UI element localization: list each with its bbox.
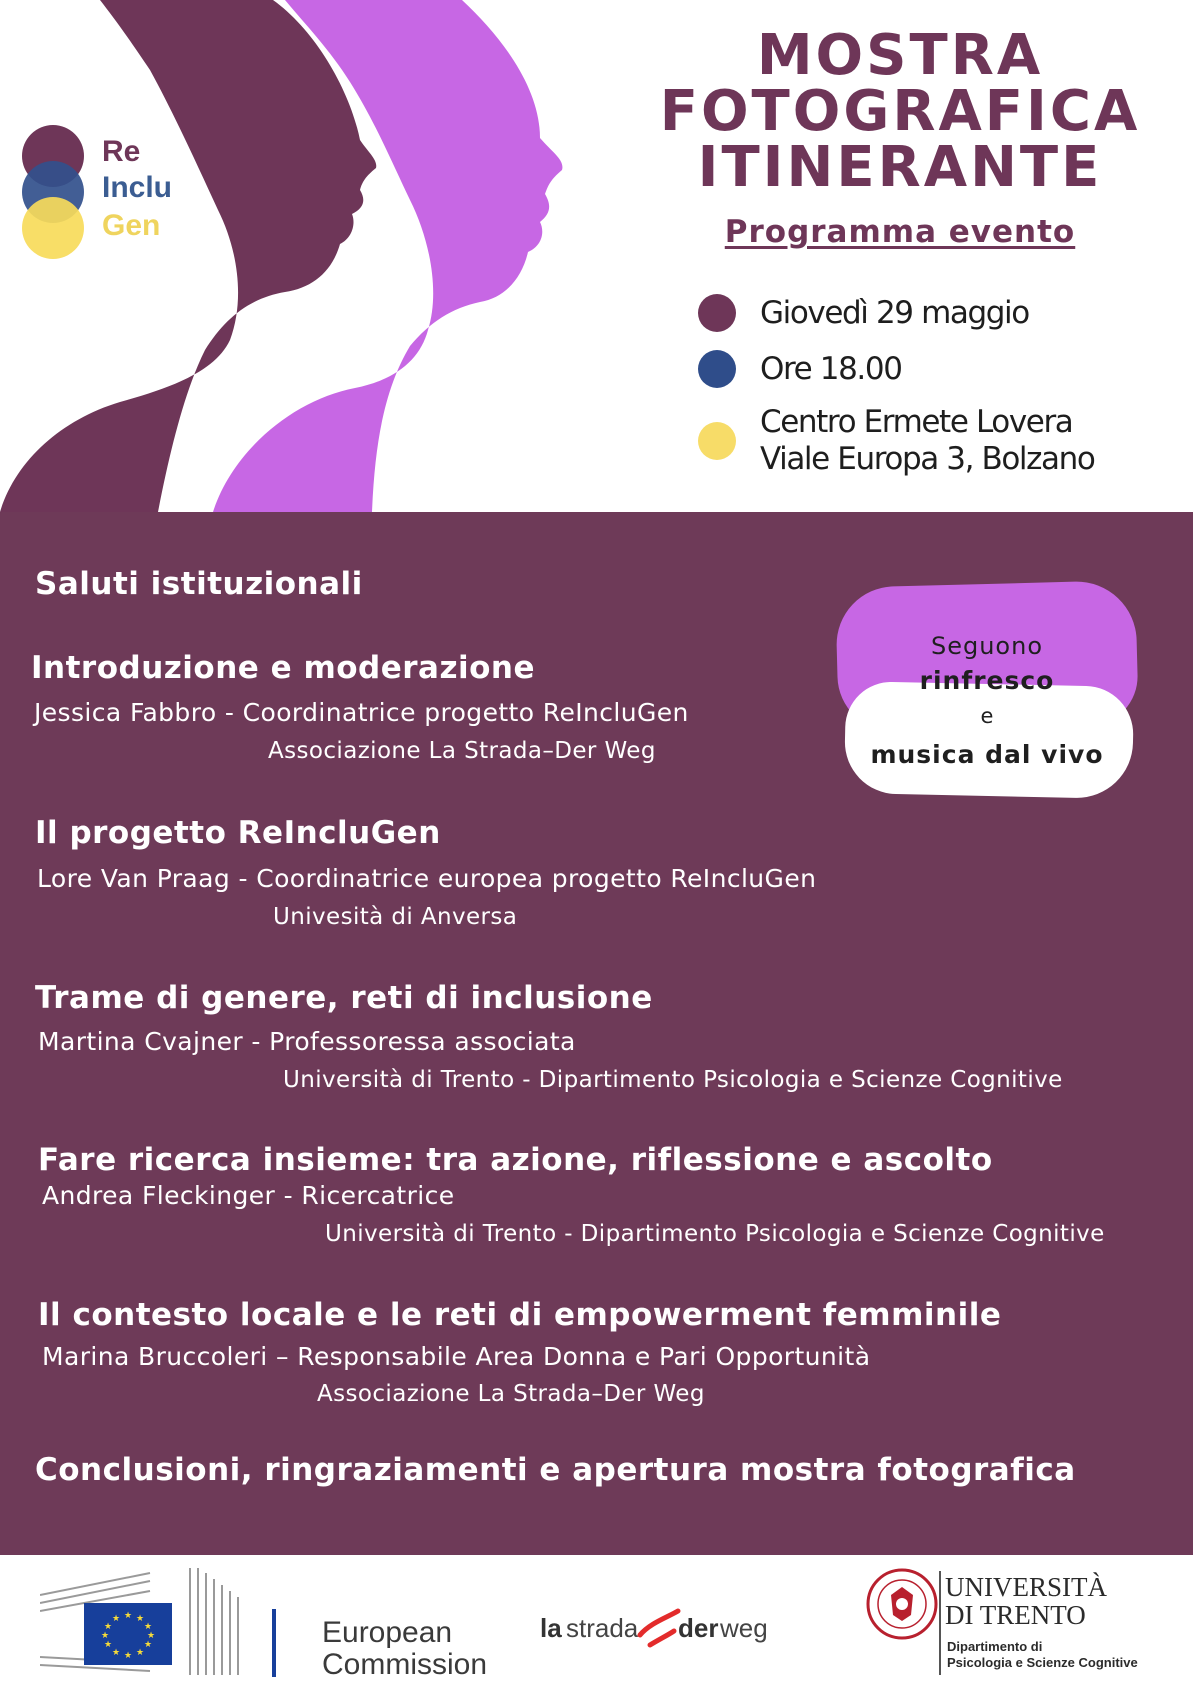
svg-text:★: ★ bbox=[135, 1648, 145, 1658]
lastrada-part-la: la bbox=[540, 1613, 562, 1643]
svg-text:★: ★ bbox=[143, 1640, 153, 1650]
note-line-e: e bbox=[980, 704, 994, 728]
title-line-3: ITINERANTE bbox=[697, 135, 1103, 200]
ec-wordmark bbox=[322, 1617, 487, 1681]
reinclugen-logo bbox=[22, 125, 202, 265]
program-item-title: Il progetto ReIncluGen bbox=[35, 815, 441, 851]
svg-text:★: ★ bbox=[103, 1622, 113, 1632]
svg-text:★: ★ bbox=[135, 1614, 145, 1624]
program-item-affiliation: Università di Trento - Dipartimento Psicologia e Scienze Cognitive bbox=[283, 1067, 1063, 1093]
header bbox=[0, 0, 1193, 512]
svg-text:★: ★ bbox=[146, 1631, 156, 1641]
unitn-name-line-2: DI TRENTO bbox=[945, 1600, 1086, 1630]
lastrada-part-weg: weg bbox=[720, 1613, 768, 1643]
program-section bbox=[0, 512, 1193, 1555]
program-item-affiliation: Univesità di Anversa bbox=[273, 904, 518, 930]
logo-word-re: Re bbox=[102, 135, 141, 168]
program-item-title: Saluti istituzionali bbox=[35, 566, 363, 602]
venue-address: Viale Europa 3, Bolzano bbox=[760, 441, 1095, 477]
lastrada-part-der: der bbox=[678, 1613, 719, 1643]
program-item-speaker: Martina Cvajner - Professoressa associata bbox=[38, 1027, 576, 1056]
la-strada-wordmark bbox=[540, 1595, 790, 1665]
time-bullet-dot bbox=[698, 350, 736, 388]
lastrada-part-strada: strada bbox=[566, 1613, 639, 1643]
program-item-speaker: Marina Bruccoleri – Responsabile Area Donna e Pari Opportunità bbox=[42, 1342, 871, 1371]
program-item-speaker: Lore Van Praag - Coordinatrice europea progetto ReIncluGen bbox=[37, 864, 817, 893]
program-item-title: Trame di genere, reti di inclusione bbox=[35, 980, 653, 1016]
program-item-title: Introduzione e moderazione bbox=[31, 650, 536, 686]
svg-text:★: ★ bbox=[143, 1622, 153, 1632]
venue-name: Centro Ermete Lovera bbox=[760, 404, 1073, 440]
program-item-affiliation: Università di Trento - Dipartimento Psicologia e Scienze Cognitive bbox=[325, 1221, 1105, 1247]
program-item-title: Conclusioni, ringraziamenti e apertura mostra fotografica bbox=[35, 1452, 1076, 1488]
program-item-title: Il contesto locale e le reti di empowerment femminile bbox=[38, 1297, 1002, 1333]
event-time: Ore 18.00 bbox=[760, 350, 902, 387]
ec-word-european: European bbox=[322, 1616, 453, 1649]
logo-yellow-circle bbox=[22, 197, 84, 259]
european-commission-logo bbox=[40, 1563, 488, 1681]
logo-word-gen: Gen bbox=[102, 209, 161, 242]
title-line-1: MOSTRA bbox=[756, 23, 1044, 88]
unitn-name bbox=[945, 1573, 1107, 1629]
university-seal-icon bbox=[865, 1567, 939, 1641]
title-line-2: FOTOGRAFICA bbox=[659, 79, 1141, 144]
event-title-block bbox=[630, 23, 1170, 250]
program-item-affiliation: Associazione La Strada–Der Weg bbox=[317, 1381, 705, 1407]
svg-text:★: ★ bbox=[123, 1651, 133, 1661]
event-venue bbox=[760, 404, 1094, 478]
swoosh-icon bbox=[640, 1611, 678, 1645]
svg-text:★: ★ bbox=[123, 1611, 133, 1621]
venue-bullet-dot bbox=[698, 422, 736, 460]
svg-text:★: ★ bbox=[111, 1614, 121, 1624]
la-strada-der-weg-logo bbox=[540, 1595, 790, 1665]
date-bullet-dot bbox=[698, 294, 736, 332]
program-item-affiliation: Associazione La Strada–Der Weg bbox=[268, 738, 656, 764]
program-item-speaker: Jessica Fabbro - Coordinatrice progetto ReIncluGen bbox=[34, 698, 689, 727]
unitn-dept-line-1: Dipartimento di bbox=[947, 1639, 1043, 1654]
event-time-row bbox=[698, 350, 902, 388]
note-line-rinfresco: rinfresco bbox=[919, 666, 1055, 695]
subtitle-programma-evento: Programma evento bbox=[724, 214, 1076, 250]
note-line-seguono: Seguono bbox=[930, 632, 1044, 660]
european-commission-emblem-icon bbox=[40, 1563, 280, 1681]
logo-word-inclu: Inclu bbox=[102, 171, 173, 204]
unitn-divider bbox=[939, 1571, 941, 1675]
event-date-row bbox=[698, 294, 1029, 332]
program-item-speaker: Andrea Fleckinger - Ricercatrice bbox=[42, 1181, 455, 1210]
program-item-title: Fare ricerca insieme: tra azione, riflessione e ascolto bbox=[38, 1142, 993, 1178]
svg-text:★: ★ bbox=[100, 1631, 110, 1641]
svg-text:★: ★ bbox=[111, 1648, 121, 1658]
event-venue-row bbox=[698, 404, 1094, 478]
ec-word-commission: Commission bbox=[322, 1648, 488, 1681]
unitn-name-line-1: UNIVERSITÀ bbox=[945, 1572, 1107, 1602]
universita-di-trento-logo bbox=[865, 1565, 1165, 1683]
note-line-musica: musica dal vivo bbox=[870, 740, 1104, 769]
unitn-department bbox=[947, 1639, 1138, 1671]
svg-text:★: ★ bbox=[103, 1640, 113, 1650]
partner-logos-footer bbox=[0, 1555, 1193, 1687]
event-date: Giovedì 29 maggio bbox=[760, 294, 1029, 331]
unitn-dept-line-2: Psicologia e Scienze Cognitive bbox=[947, 1655, 1138, 1670]
refreshments-note bbox=[835, 584, 1137, 804]
